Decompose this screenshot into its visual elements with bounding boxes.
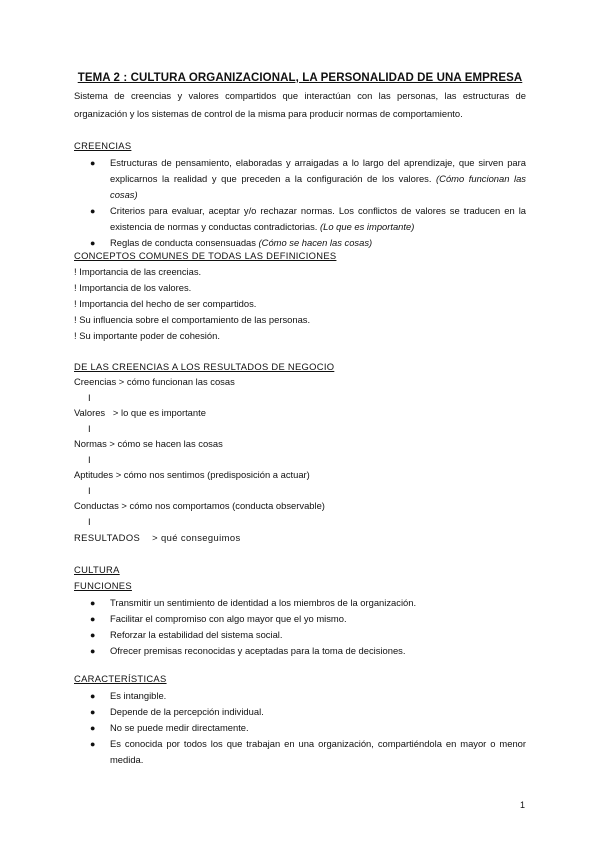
caracteristicas-list [74,688,526,768]
concepto-line: ! Su influencia sobre el comportamiento de las personas. [74,314,311,325]
page-title: TEMA 2 : CULTURA ORGANIZACIONAL, LA PERSONALIDAD DE UNA EMPRESA [77,72,523,84]
list-item: ● Es intangible. [74,688,526,704]
bullet-icon: ● [90,158,96,168]
list-item: ● Ofrecer premisas reconocidas y aceptadas para la toma de decisiones. [74,643,526,659]
resultados-step: RESULTADOS > qué conseguimos [74,532,241,543]
list-item: ● Transmitir un sentimiento de identidad a los miembros de la organización. [74,595,526,611]
bullet-icon: ● [90,707,96,717]
bullet-icon: ● [90,646,96,656]
funciones-list [74,595,526,659]
conceptos-heading: CONCEPTOS COMUNES DE TODAS LAS DEFINICIONES [74,250,337,261]
bullet-icon: ● [90,739,96,749]
step-connector: I [88,454,91,465]
list-item: ● Depende de la percepción individual. [74,704,526,720]
caracteristicas-heading: CARACTERÍSTICAS [74,673,167,684]
list-item: ● Estructuras de pensamiento, elaboradas y arraigadas a lo largo del aprendizaje, que sirven para explicarnos la realidad y que preceden a la configuración de los valores. (Cómo funcionan las cosas) [90,157,526,200]
resultados-step: Conductas > cómo nos comportamos (conducta observable) [74,500,325,511]
list-item: ● Criterios para evaluar, aceptar y/o rechazar normas. Los conflictos de valores se traducen en la existencia de normas y conductas contradictorias. (Lo que es importante) [90,205,526,232]
cultura-heading: CULTURA [74,564,120,575]
step-connector: I [88,516,91,527]
creencias-heading: CREENCIAS [74,140,132,151]
concepto-line: ! Importancia del hecho de ser compartidos. [74,298,257,309]
bullet-icon: ● [90,614,96,624]
concepto-line: ! Importancia de las creencias. [74,266,202,277]
page-number: 1 [520,800,526,810]
creencias-list [74,155,526,251]
list-item: ● Facilitar el compromiso con algo mayor que el yo mismo. [74,611,526,627]
funciones-heading: FUNCIONES [74,580,132,591]
resultados-step: Aptitudes > cómo nos sentimos (predisposición a actuar) [74,469,310,480]
resultados-step: Creencias > cómo funcionan las cosas [74,376,235,387]
bullet-icon: ● [90,630,96,640]
step-connector: I [88,392,91,403]
intro-paragraph: Sistema de creencias y valores compartidos que interactúan con las personas, las estructuras de organización y los sistemas de control de la misma para producir normas de comportamiento. [74,90,526,119]
list-item: ● Reglas de conducta consensuadas (Cómo se hacen las cosas) [74,235,526,251]
step-connector: I [88,485,91,496]
bullet-icon: ● [90,598,96,608]
resultados-heading: DE LAS CREENCIAS A LOS RESULTADOS DE NEGOCIO [74,361,335,372]
bullet-icon: ● [90,206,96,216]
bullet-icon: ● [90,691,96,701]
concepto-line: ! Importancia de los valores. [74,282,192,293]
concepto-line: ! Su importante poder de cohesión. [74,330,220,341]
list-item: ● Es conocida por todos los que trabajan en una organización, compartiéndola en mayor o menor medida. [90,738,526,765]
resultados-step: Normas > cómo se hacen las cosas [74,438,223,449]
bullet-icon: ● [90,723,96,733]
step-connector: I [88,423,91,434]
resultados-step: Valores > lo que es importante [74,407,206,418]
bullet-icon: ● [90,238,96,248]
list-item: ● Reforzar la estabilidad del sistema social. [74,627,526,643]
list-item: ● No se puede medir directamente. [74,720,526,736]
